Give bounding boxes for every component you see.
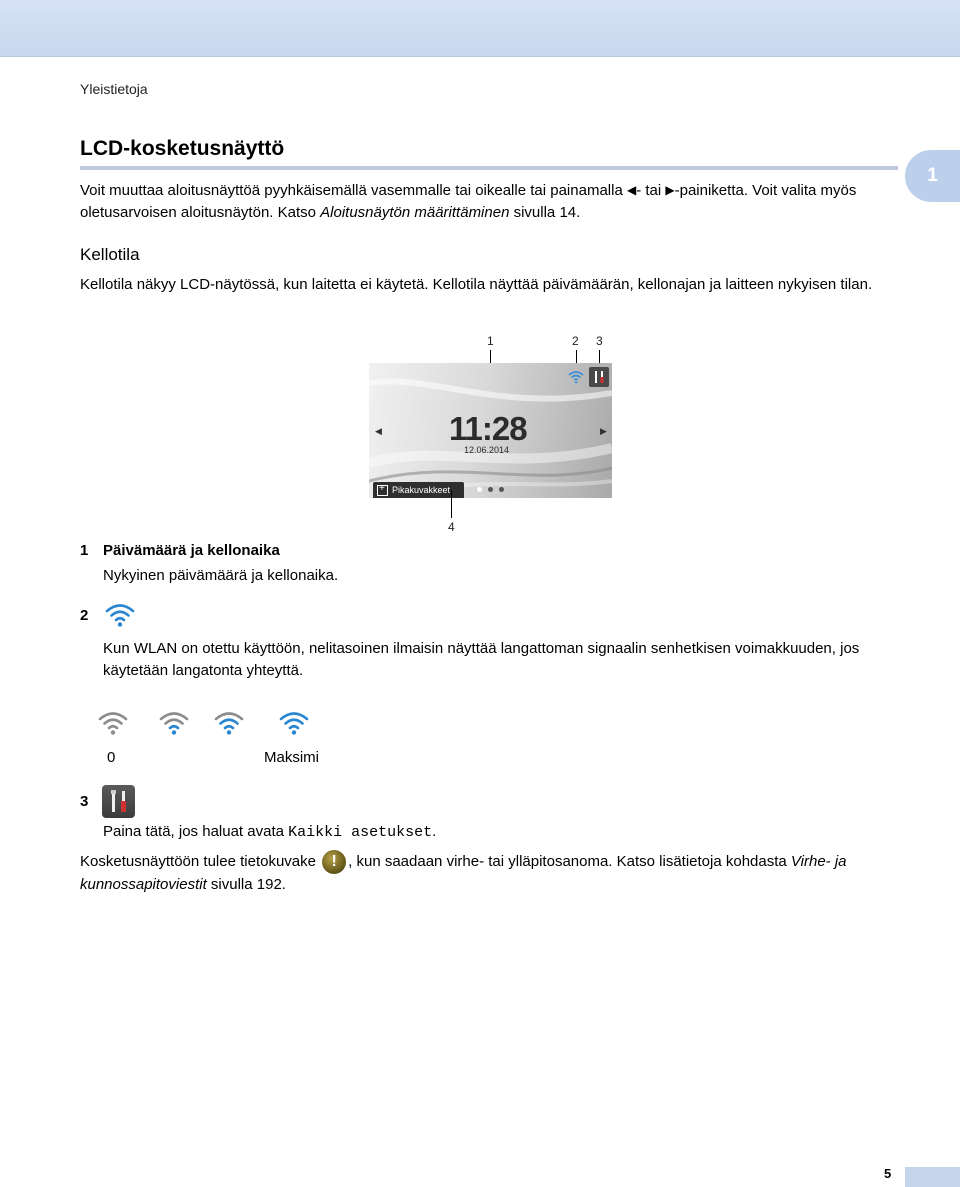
callout-1: 1 bbox=[487, 334, 494, 348]
item-3-desc-prefix: Paina tätä, jos haluat avata bbox=[103, 823, 289, 840]
callout-2: 2 bbox=[572, 334, 579, 348]
right-arrow-key-icon: ▶ bbox=[665, 183, 675, 197]
info-text-2: , kun saadaan virhe- tai ylläpitosanoma. Katso lisätietoja kohdasta bbox=[348, 852, 791, 870]
item-3-desc-suffix: . bbox=[432, 823, 437, 840]
lcd-page-dots bbox=[477, 487, 504, 492]
item-2-desc: Kun WLAN on otettu käyttöön, nelitasoinen ilmaisin näyttää langattoman signaalin senhetkisen voimakkuuden, jos käytetään langatonta yhteyttä. bbox=[103, 640, 860, 679]
page-dot bbox=[499, 487, 504, 492]
lcd-left-arrow-icon[interactable]: ◀ bbox=[375, 426, 382, 436]
lcd-date: 12.06.2014 bbox=[464, 445, 510, 455]
lcd-time: 11:28 bbox=[449, 410, 527, 447]
running-head: Yleistietoja bbox=[80, 81, 148, 97]
section-title: LCD-kosketusnäyttö bbox=[80, 137, 285, 160]
signal-level-3-icon bbox=[278, 710, 310, 736]
left-arrow-key-icon: ◀ bbox=[626, 183, 637, 197]
signal-max-label: Maksimi bbox=[264, 749, 319, 766]
page-number: 5 bbox=[884, 1166, 892, 1181]
lcd-settings-button[interactable] bbox=[589, 367, 609, 387]
kellotila-text: Kellotila näkyy LCD-näytössä, kun laitetta ei käytetä. Kellotila näyttää päivämäärän, kellonajan ja laitteen nykyisen tilan. bbox=[80, 276, 873, 293]
callout-4: 4 bbox=[448, 520, 455, 534]
title-rule bbox=[80, 166, 898, 170]
signal-level-1-icon bbox=[158, 710, 190, 736]
item-1-title: Päivämäärä ja kellonaika bbox=[103, 542, 280, 559]
item-3-number: 3 bbox=[80, 793, 89, 810]
intro-text-2: - tai bbox=[636, 182, 666, 199]
lcd-screen bbox=[369, 363, 612, 498]
lcd-wifi-icon bbox=[567, 370, 585, 389]
item-3-menu-name: Kaikki asetukset bbox=[288, 824, 433, 841]
settings-tools-icon bbox=[102, 785, 135, 818]
callout-3: 3 bbox=[596, 334, 603, 348]
intro-link[interactable]: Aloitusnäytön määrittäminen bbox=[320, 204, 510, 221]
chapter-tab: 1 bbox=[905, 150, 960, 202]
signal-level-2-icon bbox=[213, 710, 245, 736]
wifi-icon bbox=[104, 602, 136, 633]
item-3-desc bbox=[103, 821, 436, 844]
tools-icon bbox=[589, 367, 609, 387]
page-dot bbox=[488, 487, 493, 492]
info-link[interactable]: Virhe- ja kunnossapitoviestit bbox=[80, 852, 847, 893]
item-1-number: 1 bbox=[80, 542, 89, 559]
intro-text-4: sivulla 14. bbox=[509, 204, 581, 221]
intro-text-1: Voit muuttaa aloitusnäyttöä pyyhkäisemällä vasemmalle tai oikealle tai painamalla bbox=[80, 182, 627, 199]
intro-paragraph bbox=[80, 180, 890, 224]
header-band bbox=[0, 0, 960, 57]
signal-level-0-icon bbox=[97, 710, 129, 736]
info-paragraph bbox=[80, 850, 910, 896]
kellotila-heading: Kellotila bbox=[80, 245, 140, 264]
item-2-number: 2 bbox=[80, 607, 89, 624]
intro-text-3: -painiketta. Voit valita myös oletusarvoisen aloitusnäytön. Katso bbox=[80, 182, 857, 221]
favorites-icon bbox=[377, 485, 388, 496]
info-text-3: sivulla 192. bbox=[206, 876, 286, 893]
signal-min-label: 0 bbox=[107, 749, 116, 766]
page-tab bbox=[905, 1167, 960, 1187]
information-icon: ! bbox=[322, 850, 346, 874]
lcd-right-arrow-icon[interactable]: ▶ bbox=[600, 426, 607, 436]
page-dot bbox=[477, 487, 482, 492]
info-text-1: Kosketusnäyttöön tulee tietokuvake bbox=[80, 852, 321, 870]
lcd-favorites-label: Pikakuvakkeet bbox=[392, 485, 451, 495]
callout-4-line bbox=[451, 490, 452, 518]
item-1-desc: Nykyinen päivämäärä ja kellonaika. bbox=[103, 567, 339, 584]
